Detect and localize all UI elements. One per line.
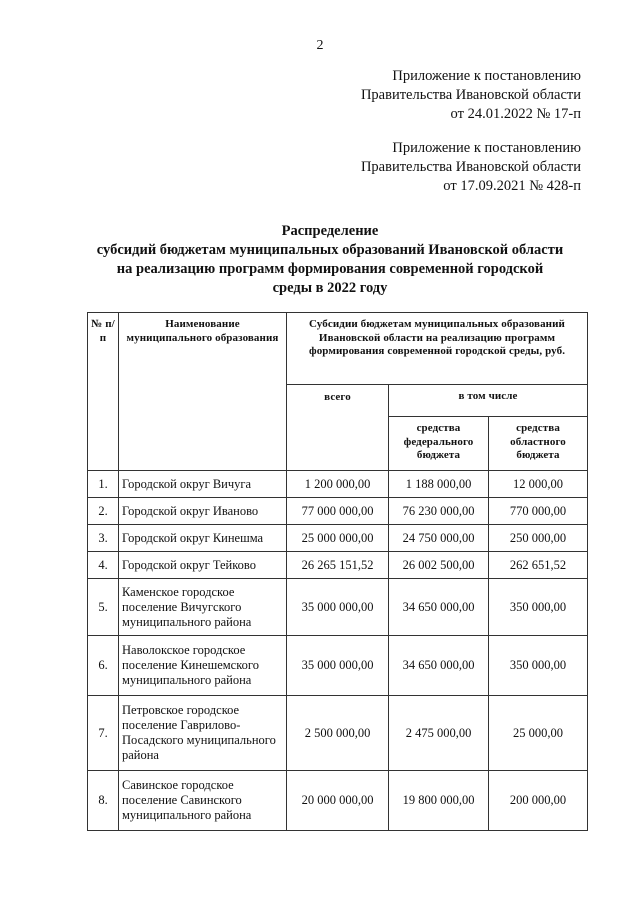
appendix-line: Приложение к постановлению: [392, 68, 581, 84]
federal-amount: 2 475 000,00: [389, 696, 489, 771]
regional-amount: 250 000,00: [489, 525, 588, 552]
title-line: субсидий бюджетам муниципальных образований Ивановской области: [96, 242, 564, 258]
municipality-name: Городской округ Кинешма: [119, 525, 287, 552]
federal-amount: 1 188 000,00: [389, 471, 489, 498]
header-regional-budget: средства областного бюджета: [489, 417, 588, 471]
total-amount: 35 000 000,00: [287, 579, 389, 636]
row-number: 2.: [88, 498, 119, 525]
row-number: 8.: [88, 771, 119, 831]
header-including: в том числе: [389, 385, 588, 417]
federal-amount: 76 230 000,00: [389, 498, 489, 525]
regional-amount: 25 000,00: [489, 696, 588, 771]
federal-amount: 34 650 000,00: [389, 579, 489, 636]
title-line: среды в 2022 году: [272, 280, 388, 296]
appendix-line: Правительства Ивановской области: [360, 159, 581, 175]
table-row: [88, 696, 588, 771]
regional-amount: 262 651,52: [489, 552, 588, 579]
header-federal-budget: средства федерального бюджета: [389, 417, 489, 471]
row-number: 6.: [88, 636, 119, 696]
appendix-line: от 24.01.2022 № 17-п: [450, 106, 581, 122]
title-line: на реализацию программ формирования современной городской: [116, 261, 544, 277]
title-line: Распределение: [281, 223, 379, 239]
regional-amount: 350 000,00: [489, 579, 588, 636]
municipality-name: Савинское городское поселение Савинского муниципального района: [119, 771, 287, 831]
municipality-name: Городской округ Иваново: [119, 498, 287, 525]
page-number: 2: [316, 38, 324, 53]
row-number: 3.: [88, 525, 119, 552]
table-row: [88, 471, 588, 498]
municipality-name: Городской округ Тейково: [119, 552, 287, 579]
row-number: 4.: [88, 552, 119, 579]
regional-amount: 350 000,00: [489, 636, 588, 696]
table-row: [88, 771, 588, 831]
appendix-line: Правительства Ивановской области: [360, 87, 581, 103]
municipality-name: Наволокское городское поселение Кинешемского муниципального района: [119, 636, 287, 696]
total-amount: 2 500 000,00: [287, 696, 389, 771]
total-amount: 77 000 000,00: [287, 498, 389, 525]
appendix-reference-2022: [361, 67, 581, 124]
row-number: 5.: [88, 579, 119, 636]
header-number: № п/п: [88, 313, 119, 471]
regional-amount: 770 000,00: [489, 498, 588, 525]
total-amount: 35 000 000,00: [287, 636, 389, 696]
table-row: [88, 552, 588, 579]
federal-amount: 26 002 500,00: [389, 552, 489, 579]
total-amount: 26 265 151,52: [287, 552, 389, 579]
table-row: [88, 525, 588, 552]
total-amount: 1 200 000,00: [287, 471, 389, 498]
federal-amount: 19 800 000,00: [389, 771, 489, 831]
row-number: 7.: [88, 696, 119, 771]
municipality-name: Петровское городское поселение Гаврилово-Посадского муниципального района: [119, 696, 287, 771]
regional-amount: 12 000,00: [489, 471, 588, 498]
total-amount: 25 000 000,00: [287, 525, 389, 552]
regional-amount: 200 000,00: [489, 771, 588, 831]
table-row: [88, 579, 588, 636]
federal-amount: 34 650 000,00: [389, 636, 489, 696]
table-row: [88, 636, 588, 696]
subsidy-distribution-table: [87, 312, 588, 831]
total-amount: 20 000 000,00: [287, 771, 389, 831]
header-name: Наименование муниципального образования: [119, 313, 287, 471]
municipality-name: Городской округ Вичуга: [119, 471, 287, 498]
row-number: 1.: [88, 471, 119, 498]
municipality-name: Каменское городское поселение Вичугского муниципального района: [119, 579, 287, 636]
table-row: [88, 498, 588, 525]
header-total: всего: [287, 385, 389, 471]
document-title: [70, 222, 590, 298]
federal-amount: 24 750 000,00: [389, 525, 489, 552]
appendix-reference-2021: [361, 139, 581, 196]
appendix-line: от 17.09.2021 № 428-п: [443, 178, 581, 194]
appendix-line: Приложение к постановлению: [392, 140, 581, 156]
header-subsidies: Субсидии бюджетам муниципальных образований Ивановской области на реализацию программ формирования современной городской среды, руб.: [287, 313, 588, 385]
